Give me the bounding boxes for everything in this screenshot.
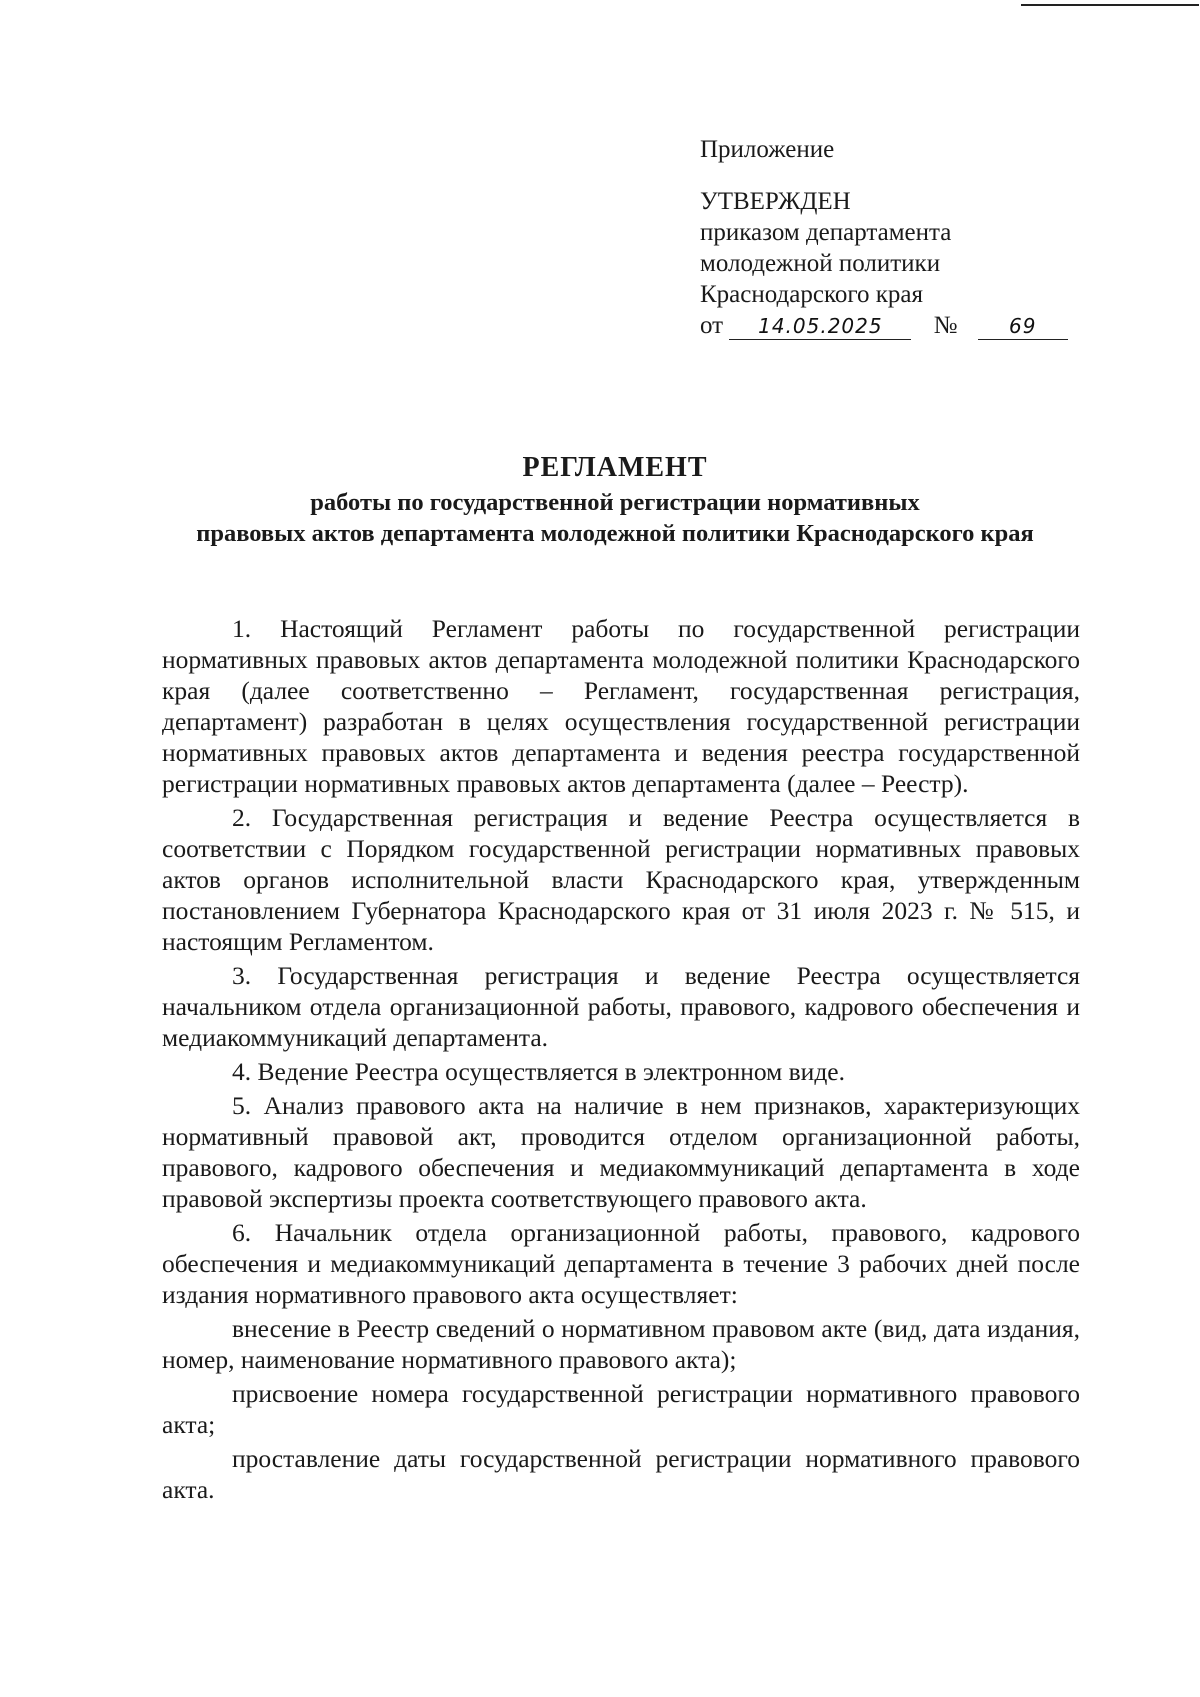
paragraph-2: 2. Государственная регистрация и ведение Реестра осуществляется в соответствии с Порядком государственной регистрации нормативных правовых актов органов исполнительной власти Краснодарского края, утвержденным постановлением Губернатора Краснодарского края от 31 июля 2023 г. № 515, и настоящим Регламентом. xyxy=(162,803,1080,956)
paragraph-5: 5. Анализ правового акта на наличие в нем признаков, характеризующих нормативный правовой акт, проводится отделом организационной работы, правового, кадрового обеспечения и медиакоммуникаций департамента в ходе правовой экспертизы проекта соответствующего правового акта. xyxy=(162,1091,1080,1213)
date-number-line xyxy=(700,310,1120,341)
appendix-label: Приложение xyxy=(700,136,835,163)
handwritten-number: 69 xyxy=(978,313,1068,340)
date-prefix: от xyxy=(700,312,724,339)
approved-label: УТВЕРЖДЕН xyxy=(700,188,851,215)
approved-by-line-3: Краснодарского края xyxy=(700,281,923,308)
paragraph-6-item-1: внесение в Реестр сведений о нормативном правовом акте (вид, дата издания, номер, наименование нормативного правового акта); xyxy=(162,1314,1080,1374)
paragraph-6-item-2: присвоение номера государственной регистрации нормативного правового акта; xyxy=(162,1379,1080,1439)
paragraph-1: 1. Настоящий Регламент работы по государственной регистрации нормативных правовых актов департамента молодежной политики Краснодарского края (далее соответственно – Регламент, государственная регистрация, департамент) разработан в целях осуществления государственной регистрации нормативных правовых актов департамента и ведения реестра государственной регистрации нормативных правовых актов департамента (далее – Реестр). xyxy=(162,614,1080,798)
handwritten-date: 14.05.2025 xyxy=(729,313,911,340)
approved-by-line-2: молодежной политики xyxy=(700,250,941,277)
approval-stamp-block xyxy=(700,134,1120,341)
top-edge-rule xyxy=(1021,4,1199,6)
document-body xyxy=(162,613,1080,1508)
approved-by-line-1: приказом департамента xyxy=(700,219,952,246)
paragraph-6-item-3: проставление даты государственной регистрации нормативного правового акта. xyxy=(162,1444,1080,1504)
document-title-block xyxy=(150,449,1080,549)
paragraph-6: 6. Начальник отдела организационной работы, правового, кадрового обеспечения и медиакоммуникаций департамента в течение 3 рабочих дней после издания нормативного правового акта осуществляет: xyxy=(162,1218,1080,1309)
paragraph-4: 4. Ведение Реестра осуществляется в электронном виде. xyxy=(232,1057,845,1086)
number-sign: № xyxy=(933,312,958,339)
paragraph-3: 3. Государственная регистрация и ведение Реестра осуществляется начальником отдела организационной работы, правового, кадрового обеспечения и медиакоммуникаций департамента. xyxy=(162,961,1080,1052)
document-subtitle-line-2: правовых актов департамента молодежной политики Краснодарского края xyxy=(196,520,1034,547)
document-subtitle-line-1: работы по государственной регистрации нормативных xyxy=(310,489,920,516)
document-title: РЕГЛАМЕНТ xyxy=(522,452,708,483)
